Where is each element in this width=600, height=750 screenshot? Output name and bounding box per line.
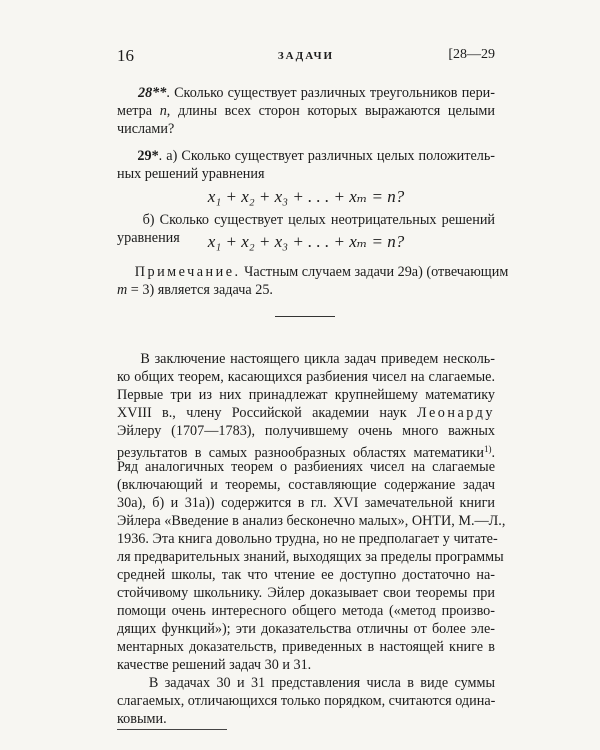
body-line: помощи очень интересного общего метода («метод произво-	[117, 603, 495, 619]
note-label: Примечание.	[134, 264, 241, 280]
body-line: ментарных доказательств, приведенных в настоящей книге в	[117, 639, 495, 655]
body-line: дящих функций»); эти доказательства отличны от более эле-	[117, 621, 495, 637]
section-divider	[275, 316, 335, 317]
body-line: XVIII в., члену Российской академии наук Леонарду	[117, 405, 495, 421]
body-line: 1936. Эта книга довольно трудна, но не предполагает у читате-	[117, 531, 498, 547]
note-line-1: Примечание. Частным случаем задачи 29а) (отвечающим	[134, 264, 509, 280]
body-line: Эйлера «Введение в анализ бесконечно малых», ОНТИ, М.—Л.,	[117, 513, 506, 529]
body-line: ко общих теорем, касающихся разбиения чисел на слагаемые.	[117, 369, 495, 385]
body-line: Первые три из них принадлежат крупнейшему математику	[117, 387, 495, 403]
body-line: слагаемых, отличающихся только порядком, считаются одина-	[117, 693, 496, 709]
body-line: Эйлеру (1707—1783), получившему очень много важных	[117, 423, 495, 439]
problem-29-line-1: 29*. а) Сколько существует различных целых положитель-	[137, 148, 496, 164]
body-line: 30а), б) и 31а)) содержится в гл. XVI замечательной книги	[117, 495, 495, 511]
body-line: (включающий и теоремы, составляющие содержание задач	[117, 477, 495, 493]
footnote-divider	[117, 729, 227, 730]
page-number: 16	[117, 46, 134, 65]
problem-29-number: 29*	[137, 148, 159, 164]
body-line: качестве решений задач 30 и 31.	[117, 657, 312, 673]
body-line: ковыми.	[117, 711, 167, 727]
spaced-name: Леонарду	[416, 405, 495, 421]
body-line: стойчивому школьнику. Эйлер доказывает свои теоремы при	[117, 585, 495, 601]
problem-28-line-2: метра n, длины всех сторон которых выражаются целыми	[117, 103, 495, 119]
page-header	[117, 46, 495, 70]
running-title: ЗАДАЧИ	[277, 50, 335, 62]
body-line: В заключение настоящего цикла задач приведем несколь-	[140, 351, 495, 367]
problem-29b-line-1: б) Сколько существует целых неотрицательных решений	[142, 212, 496, 228]
problem-29-line-2: ных решений уравнения	[117, 166, 265, 182]
body-line: Ряд аналогичных теорем о разбиениях чисел на слагаемые	[117, 459, 495, 475]
problem-28-line-1: 28**. Сколько существует различных треугольников пери-	[137, 85, 495, 101]
note-line-2: m = 3) является задача 25.	[117, 282, 273, 298]
equation-29b: x₁ + x₂ + x₃ + . . . + xₘ = n?	[207, 232, 405, 251]
problem-29b-line-2: уравнения	[117, 230, 180, 246]
body-line: результатов в самых разнообразных областях математики$^{1)}$.	[117, 444, 495, 461]
problem-range: [28—29	[448, 47, 495, 62]
body-line: В задачах 30 и 31 представления числа в виде суммы	[148, 675, 495, 691]
body-line: ля предварительных знаний, выходящих за пределы программы	[117, 549, 504, 565]
equation-29a: x₁ + x₂ + x₃ + . . . + xₘ = n?	[207, 187, 405, 206]
footnote-ref: 1)	[483, 444, 492, 454]
problem-28-line-3: числами?	[117, 121, 175, 137]
body-line: средней школы, так что чтение ее доступно достаточно на-	[117, 567, 495, 583]
problem-28-number: 28**	[137, 85, 167, 101]
